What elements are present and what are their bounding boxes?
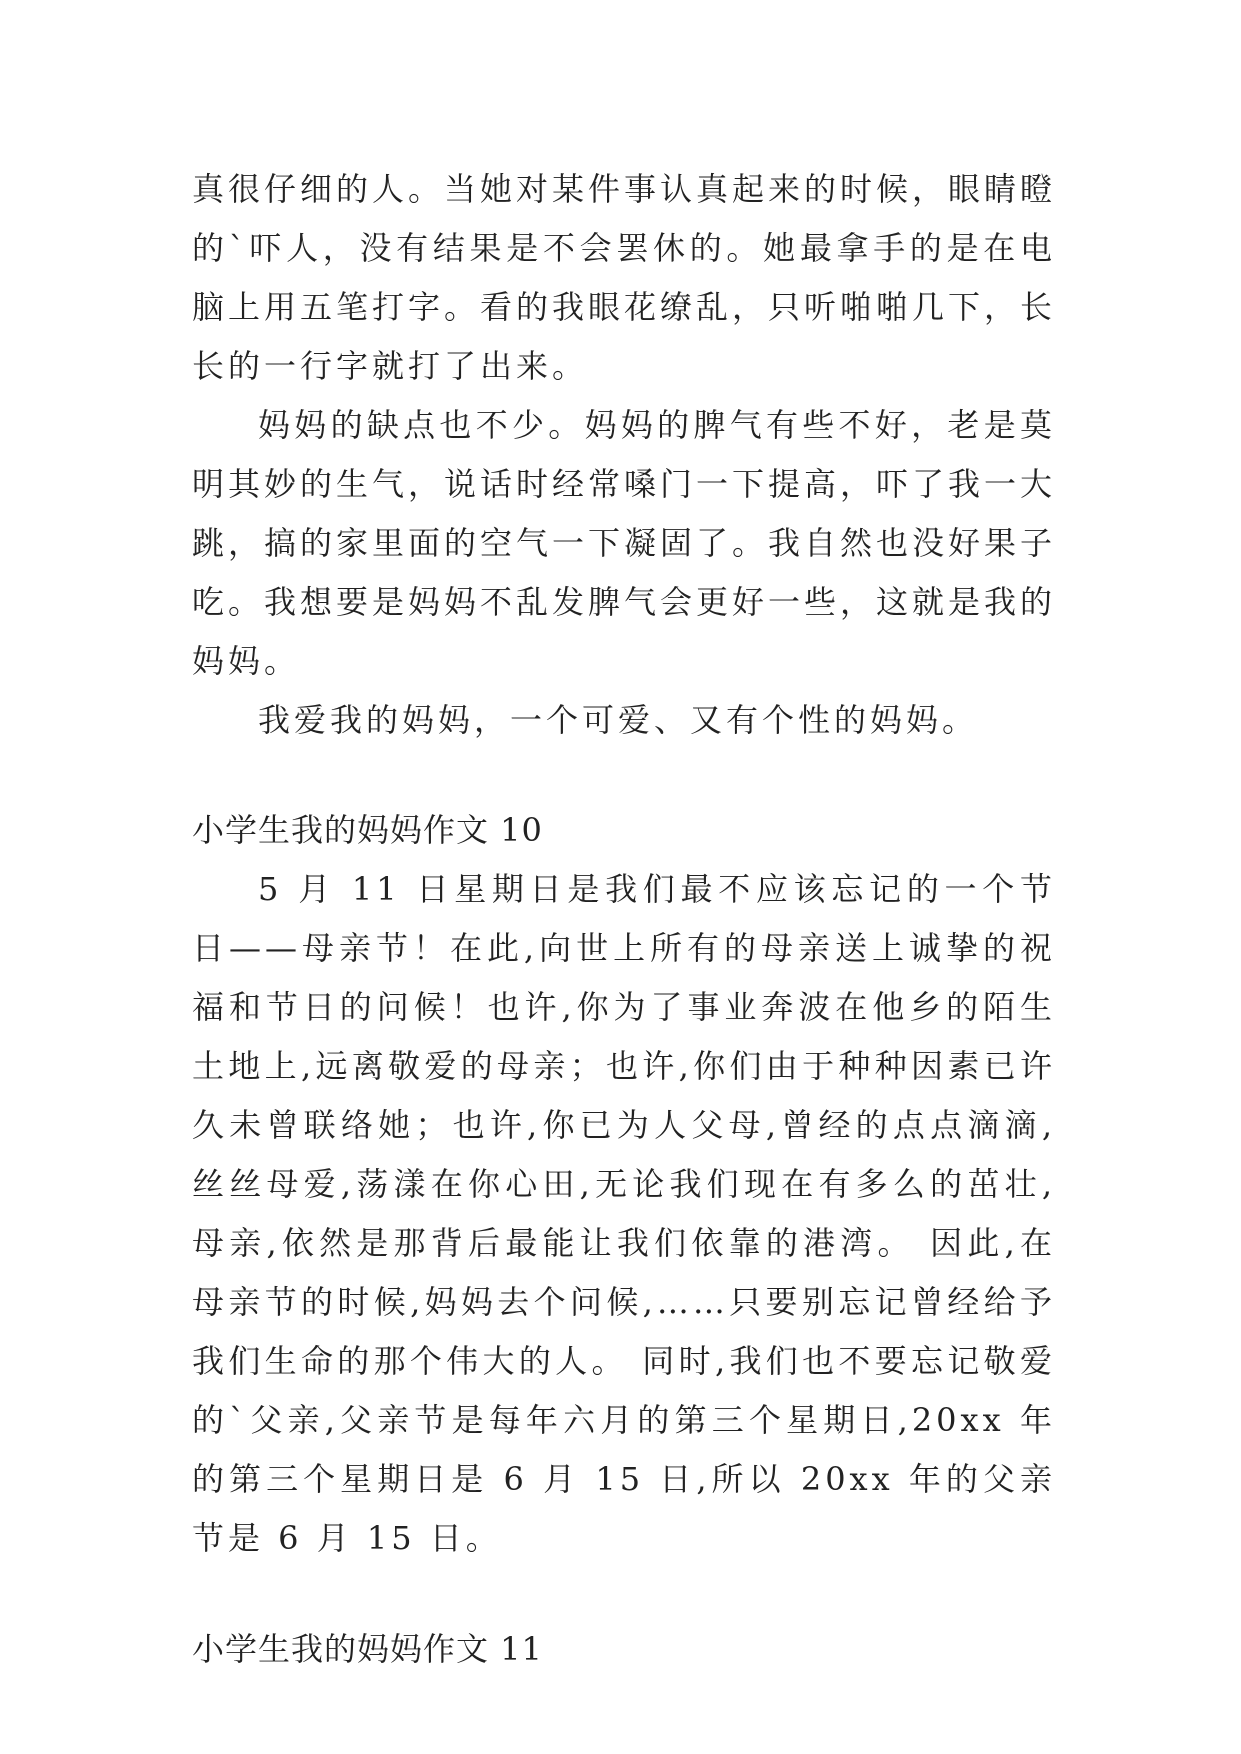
paragraph-shortcomings: 妈妈的缺点也不少。妈妈的脾气有些不好，老是莫明其妙的生气，说话时经常嗓门一下提高，吓了我一大跳，搞的家里面的空气一下凝固了。我自然也没好果子吃。我想要是妈妈不乱发脾气会更好一些，这就是我的妈妈。 [192,406,1057,680]
paragraph-continued: 真很仔细的人。当她对某件事认真起来的时候，眼睛瞪的`吓人，没有结果是不会罢休的。她最拿手的是在电脑上用五笔打字。看的我眼花缭乱，只听啪啪几下，长长的一行字就打了出来。 [192,170,1057,385]
document-body [192,160,1056,1679]
essay-10-paragraph: 5 月 11 日星期日是我们最不应该忘记的一个节日——母亲节！在此,向世上所有的母亲送上诚挚的祝福和节日的问候！也许,你为了事业奔波在他乡的陌生土地上,远离敬爱的母亲；也许,你们由于种种因素已许久未曾联络她；也许,你已为人父母,曾经的点点滴滴,丝丝母爱,荡漾在你心田,无论我们现在有多么的茁壮,母亲,依然是那背后最能让我们依靠的港湾。 因此,在母亲节的时候,妈妈去个问候,……只要别忘记曾经给予我们生命的那个伟大的人。 同时,我们也不要忘记敬爱的`父亲,父亲节是每年六月的第三个星期日,20xx 年的第三个星期日是 6 月 15 日,所以 20xx 年的父亲节是 6 月 15 日。 [192,870,1056,1557]
essay-heading-10: 小学生我的妈妈作文 10 [192,811,543,849]
essay-heading-11: 小学生我的妈妈作文 11 [192,1630,543,1668]
paragraph-conclusion: 我爱我的妈妈，一个可爱、又有个性的妈妈。 [258,701,979,739]
